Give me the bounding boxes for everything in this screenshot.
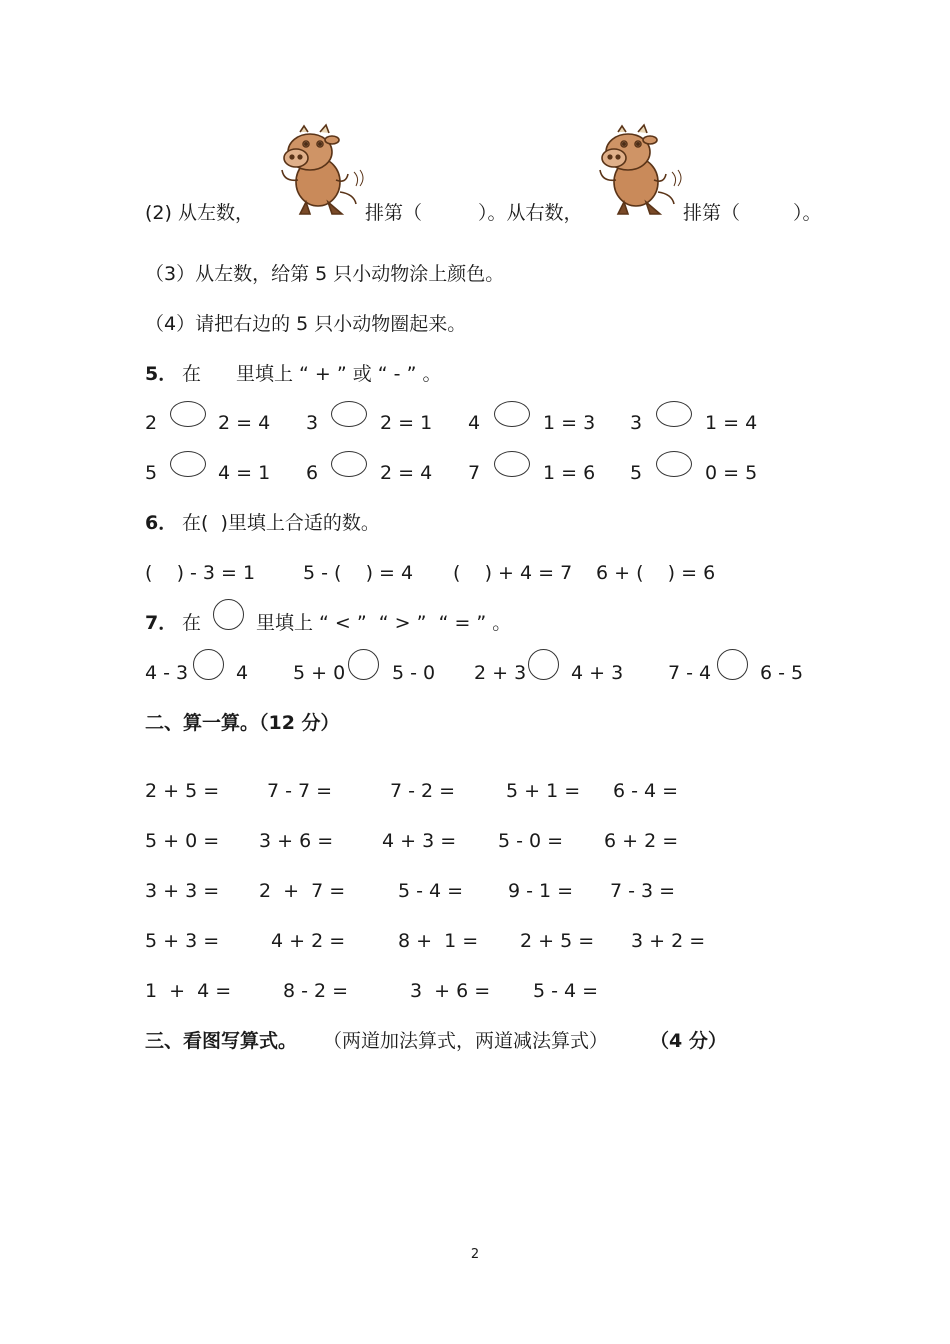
calc-r1-c4[interactable]: 5 + 1 = (506, 780, 581, 802)
section3-score: （4 分） (650, 1030, 727, 1052)
q4-s2-part-e: ）。 (793, 202, 822, 224)
q7-text-b: 里填上 “ < ” “ > ” “ = ” 。 (256, 612, 512, 634)
q5-row1-item2-right: 2 = 1 (380, 412, 433, 434)
calc-r3-c3[interactable]: 5 - 4 = (398, 880, 464, 902)
calf-image-right (588, 122, 684, 218)
q6-number: 6． (145, 512, 178, 534)
q7-item1-right: 4 (236, 662, 249, 684)
q7-text-a: 在 (182, 612, 202, 634)
q7-item2-circle[interactable] (348, 649, 379, 680)
q5-row2-item2-left: 6 (306, 462, 319, 484)
q5-row1-item1-right: 2 = 4 (218, 412, 271, 434)
q7-item1-left: 4 - 3 (145, 662, 189, 684)
q4-s3: （3）从左数，给第 5 只小动物涂上颜色。 (145, 263, 505, 285)
q5-number: 5． (145, 363, 178, 385)
q4-s2-part-b: 排第（ (365, 202, 423, 224)
calf-image-left (270, 122, 366, 218)
q5-row1-item3-oval[interactable] (494, 401, 530, 427)
q5-row1-item1-left: 2 (145, 412, 158, 434)
q5-row2-item2-oval[interactable] (331, 451, 367, 477)
q4-s4: （4）请把右边的 5 只小动物圈起来。 (145, 313, 467, 335)
calc-r2-c2[interactable]: 3 + 6 = (259, 830, 334, 852)
q4-s2-part-a: (2) 从左数， (145, 202, 254, 224)
q6-item4[interactable]: 6 + ( ) = 6 (596, 562, 716, 584)
q6-item1[interactable]: ( ) - 3 = 1 (145, 562, 256, 584)
q5-row2-item4-right: 0 = 5 (705, 462, 758, 484)
q5-row2-item2-right: 2 = 4 (380, 462, 433, 484)
calc-r2-c1[interactable]: 5 + 0 = (145, 830, 220, 852)
calc-r1-c2[interactable]: 7 - 7 = (267, 780, 333, 802)
section3-title: 三、看图写算式。 (145, 1030, 298, 1052)
calc-r4-c1[interactable]: 5 + 3 = (145, 930, 220, 952)
q5-row2-item3-right: 1 = 6 (543, 462, 596, 484)
calc-r4-c2[interactable]: 4 + 2 = (271, 930, 346, 952)
q5-row1-item4-right: 1 = 4 (705, 412, 758, 434)
q5-text-a: 在 (182, 363, 202, 385)
calc-r2-c3[interactable]: 4 + 3 = (382, 830, 457, 852)
section3-note: （两道加法算式，两道减法算式） (323, 1030, 609, 1052)
calc-r4-c4[interactable]: 2 + 5 = (520, 930, 595, 952)
q5-row1-item2-oval[interactable] (331, 401, 367, 427)
calc-r3-c5[interactable]: 7 - 3 = (610, 880, 676, 902)
q5-row1-item2-left: 3 (306, 412, 319, 434)
q6-item3[interactable]: ( ) + 4 = 7 (453, 562, 573, 584)
q6-text: 在( )里填上合适的数。 (182, 512, 380, 534)
section2-title: 二、算一算。（12 分） (145, 712, 340, 734)
q7-sample-circle (213, 599, 244, 630)
q5-row2-item1-left: 5 (145, 462, 158, 484)
q5-row2-item4-left: 5 (630, 462, 643, 484)
calc-r1-c5[interactable]: 6 - 4 = (613, 780, 679, 802)
q4-s2-part-d: 排第（ (683, 202, 741, 224)
q5-row1-item4-left: 3 (630, 412, 643, 434)
calc-r4-c5[interactable]: 3 + 2 = (631, 930, 706, 952)
q7-item2-right: 5 - 0 (392, 662, 436, 684)
calc-r1-c3[interactable]: 7 - 2 = (390, 780, 456, 802)
q7-number: 7． (145, 612, 178, 634)
q7-item4-right: 6 - 5 (760, 662, 804, 684)
calc-r1-c1[interactable]: 2 + 5 = (145, 780, 220, 802)
q6-item2[interactable]: 5 - ( ) = 4 (303, 562, 414, 584)
q5-row1-item3-right: 1 = 3 (543, 412, 596, 434)
page-number: 2 (470, 1247, 480, 1262)
q7-item3-right: 4 + 3 (571, 662, 624, 684)
calc-r4-c3[interactable]: 8 + 1 = (398, 930, 479, 952)
calc-r3-c1[interactable]: 3 + 3 = (145, 880, 220, 902)
calc-r2-c5[interactable]: 6 + 2 = (604, 830, 679, 852)
q5-row1-item1-oval[interactable] (170, 401, 206, 427)
q5-text-b: 里填上 “ + ” 或 “ - ” 。 (236, 363, 442, 385)
q5-row1-item3-left: 4 (468, 412, 481, 434)
q5-row1-item4-oval[interactable] (656, 401, 692, 427)
calc-r3-c2[interactable]: 2 + 7 = (259, 880, 346, 902)
q5-row2-item4-oval[interactable] (656, 451, 692, 477)
calc-r3-c4[interactable]: 9 - 1 = (508, 880, 574, 902)
q5-row2-item3-oval[interactable] (494, 451, 530, 477)
calc-r5-c3[interactable]: 3 + 6 = (410, 980, 491, 1002)
q7-item3-left: 2 + 3 (474, 662, 527, 684)
calc-r5-c4[interactable]: 5 - 4 = (533, 980, 599, 1002)
calc-r5-c1[interactable]: 1 + 4 = (145, 980, 232, 1002)
q5-row2-item1-right: 4 = 1 (218, 462, 271, 484)
q7-item3-circle[interactable] (528, 649, 559, 680)
q7-item4-left: 7 - 4 (668, 662, 712, 684)
calc-r2-c4[interactable]: 5 - 0 = (498, 830, 564, 852)
q7-item2-left: 5 + 0 (293, 662, 346, 684)
q7-item4-circle[interactable] (717, 649, 748, 680)
q5-row2-item1-oval[interactable] (170, 451, 206, 477)
calc-r5-c2[interactable]: 8 - 2 = (283, 980, 349, 1002)
q5-row2-item3-left: 7 (468, 462, 481, 484)
q7-item1-circle[interactable] (193, 649, 224, 680)
q4-s2-part-c: ）。从右数， (478, 202, 583, 224)
